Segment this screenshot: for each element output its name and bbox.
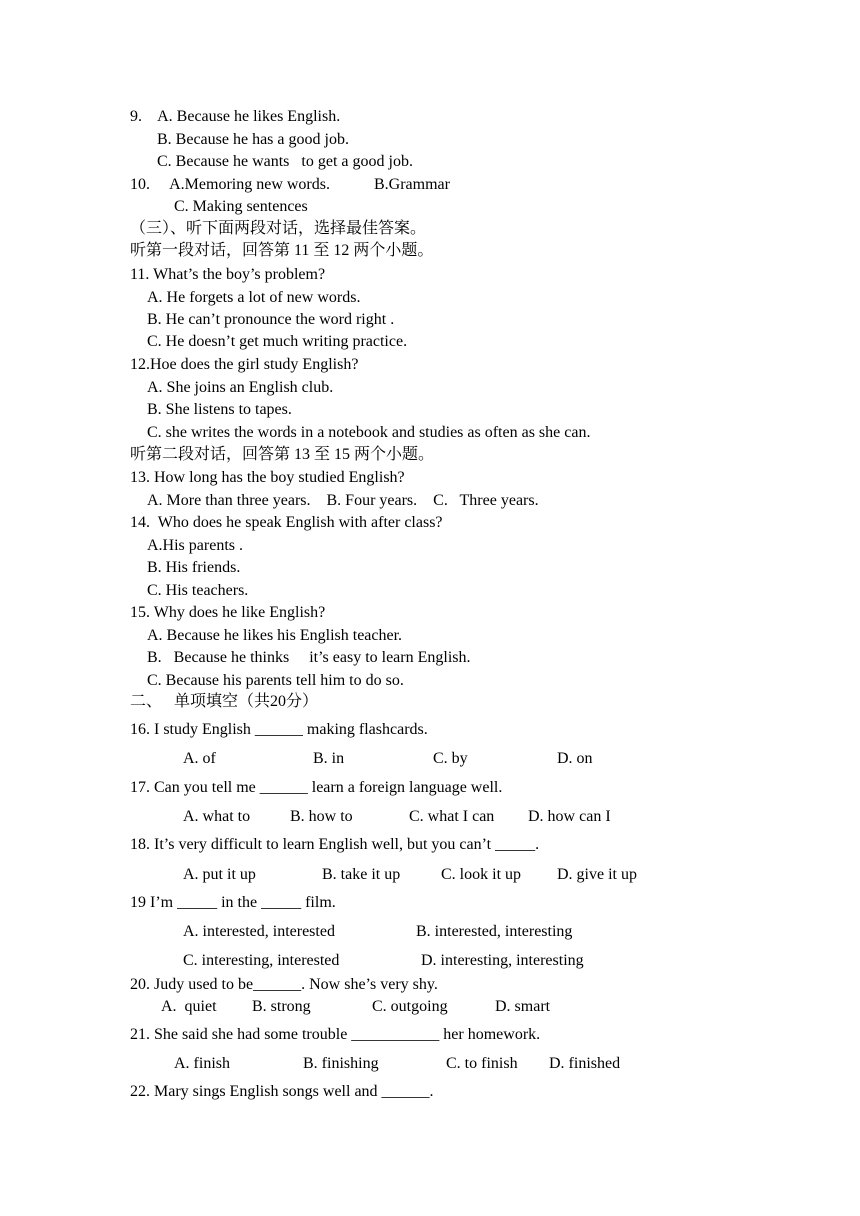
question-14: 14. Who does he speak English with after class? [130, 514, 443, 531]
option-18c: C. look it up [441, 866, 522, 883]
option-12c: C. she writes the words in a notebook and studies as often as she can. [147, 424, 591, 441]
option-20c: C. outgoing [372, 998, 448, 1015]
option-10c: C. Making sentences [174, 198, 308, 215]
option-19a: A. interested, interested [183, 923, 335, 940]
question-18: 18. It’s very difficult to learn English well, but you can’t _____. [130, 836, 540, 853]
option-21d: D. finished [549, 1055, 621, 1072]
option-16c: C. by [433, 750, 468, 767]
option-20b: B. strong [252, 998, 311, 1015]
option-16a: A. of [183, 750, 216, 767]
option-15c: C. Because his parents tell him to do so. [147, 672, 404, 689]
question-9: 9. A. Because he likes English. [130, 108, 341, 125]
option-11a: A. He forgets a lot of new words. [147, 289, 361, 306]
option-14c: C. His teachers. [147, 582, 249, 599]
question-20: 20. Judy used to be______. Now she’s very shy. [130, 976, 438, 993]
option-19c: C. interesting, interested [183, 952, 340, 969]
option-17b: B. how to [290, 808, 353, 825]
option-9b: B. Because he has a good job. [157, 131, 349, 148]
option-18a: A. put it up [183, 866, 256, 883]
question-17: 17. Can you tell me ______ learn a foreign language well. [130, 779, 503, 796]
option-15a: A. Because he likes his English teacher. [147, 627, 403, 644]
option-16b: B. in [313, 750, 345, 767]
question-15: 15. Why does he like English? [130, 604, 326, 621]
options-13: A. More than three years. B. Four years. C. Three years. [147, 492, 539, 509]
option-21a: A. finish [174, 1055, 230, 1072]
option-20a: A. quiet [161, 998, 217, 1015]
option-9c: C. Because he wants to get a good job. [157, 153, 413, 170]
question-10: 10. A.Memoring new words. B.Grammar [130, 176, 450, 193]
option-21b: B. finishing [303, 1055, 379, 1072]
question-13: 13. How long has the boy studied English? [130, 469, 405, 486]
option-15b: B. Because he thinks it’s easy to learn English. [147, 649, 471, 666]
question-19: 19 I’m _____ in the _____ film. [130, 894, 336, 911]
option-19d: D. interesting, interesting [421, 952, 584, 969]
option-17d: D. how can I [528, 808, 611, 825]
section-3-heading: （三）、听下面两段对话，选择最佳答案。 [130, 220, 427, 237]
question-16: 16. I study English ______ making flashcards. [130, 721, 428, 738]
option-16d: D. on [557, 750, 593, 767]
question-22: 22. Mary sings English songs well and ______. [130, 1083, 434, 1100]
section-2-heading: 二、 单项填空（共20分） [130, 693, 319, 710]
option-14b: B. His friends. [147, 559, 241, 576]
option-14a: A.His parents . [147, 537, 243, 554]
question-12: 12.Hoe does the girl study English? [130, 356, 359, 373]
dialogue-2-instruction: 听第二段对话，回答第 13 至 15 两个小题。 [130, 446, 435, 463]
option-17a: A. what to [183, 808, 251, 825]
option-17c: C. what I can [409, 808, 495, 825]
option-20d: D. smart [495, 998, 551, 1015]
option-21c: C. to finish [446, 1055, 518, 1072]
dialogue-1-instruction: 听第一段对话，回答第 11 至 12 两个小题。 [130, 242, 434, 259]
question-21: 21. She said she had some trouble ___________ her homework. [130, 1026, 541, 1043]
option-12b: B. She listens to tapes. [147, 401, 292, 418]
question-11: 11. What’s the boy’s problem? [130, 266, 326, 283]
option-11b: B. He can’t pronounce the word right . [147, 311, 395, 328]
option-11c: C. He doesn’t get much writing practice. [147, 333, 408, 350]
option-19b: B. interested, interesting [416, 923, 573, 940]
option-12a: A. She joins an English club. [147, 379, 334, 396]
option-18d: D. give it up [557, 866, 637, 883]
option-18b: B. take it up [322, 866, 401, 883]
